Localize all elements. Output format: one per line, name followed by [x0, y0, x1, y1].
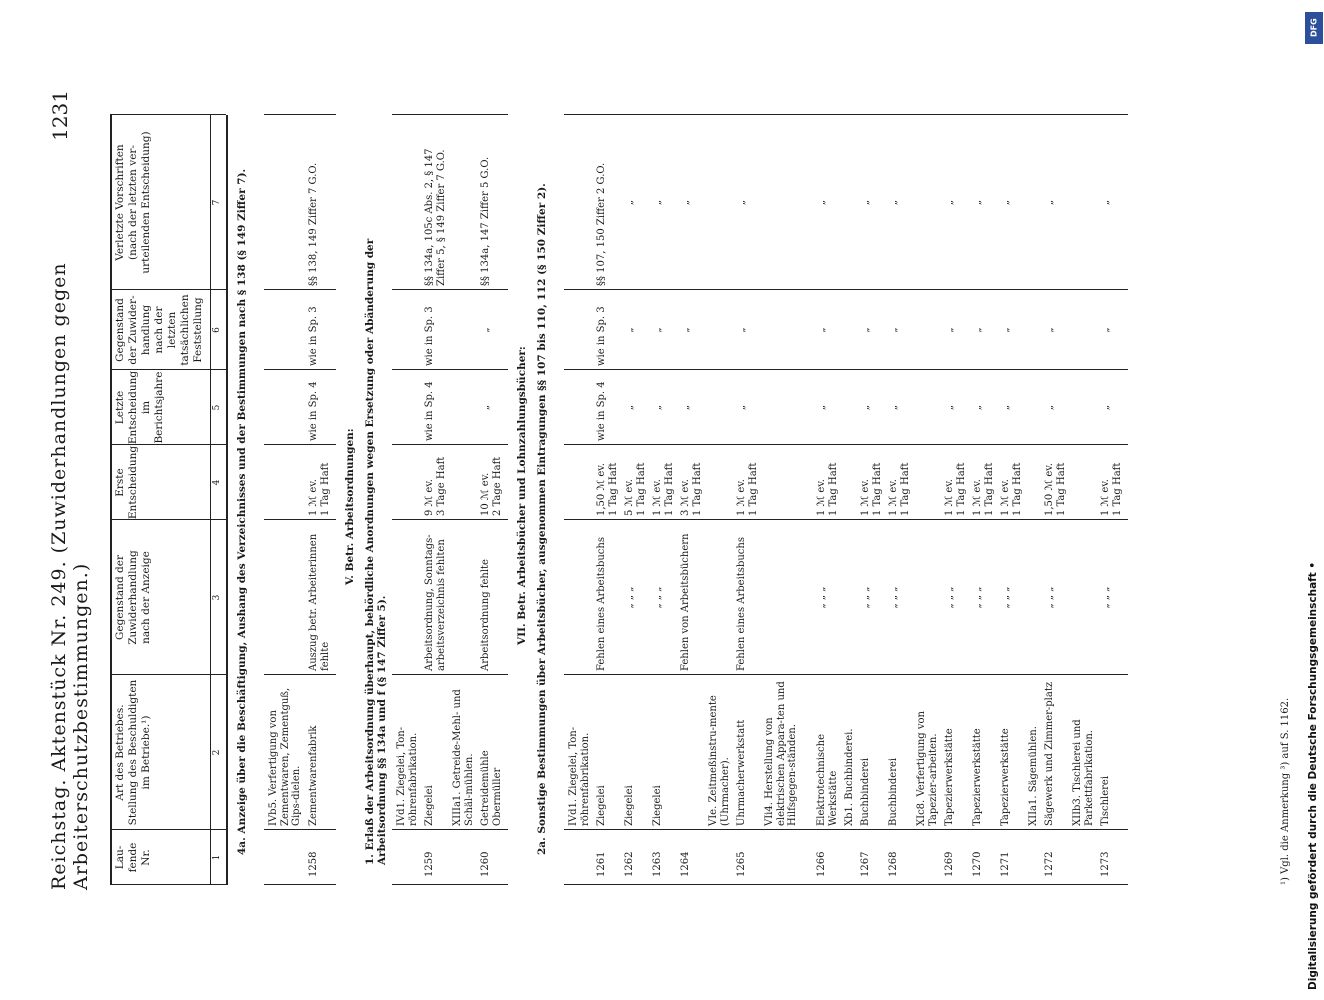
first-decision: 1,50 ℳ ev. 1 Tag Haft	[1044, 462, 1067, 516]
industry-category: IVd1. Ziegelei, Ton-röhrenfabrikation.	[396, 726, 419, 826]
business-type: Sägewerk und Zimmer-platz	[1044, 681, 1055, 826]
established-subject: „	[1100, 327, 1111, 333]
row-number: 1270	[972, 851, 983, 877]
footnote: ¹) Vgl. die Anmerkung ³) auf S. 1162.	[1280, 697, 1291, 885]
violation-subject: „ „ „	[1044, 586, 1055, 609]
last-decision: „	[816, 404, 827, 411]
violation-subject: Fehlen von Arbeitsbüchern	[680, 533, 691, 671]
section-heading-4a: 4a. Anzeige über die Beschäftigung, Aushang des Verzeichnisses und der Bestimmungen nach § 138 (§ 149 Ziffer 7).	[236, 168, 248, 855]
violated-provisions: §§ 107, 150 Ziffer 2 G.O.	[596, 162, 607, 286]
row-number: 1271	[1000, 851, 1011, 877]
column-number: 1	[212, 854, 222, 861]
table-column-rule	[392, 829, 508, 830]
row-number: 1267	[860, 851, 871, 877]
established-subject: „	[944, 327, 955, 333]
violation-subject: „ „ „	[1100, 586, 1111, 609]
violated-provisions: „	[1000, 199, 1011, 206]
industry-category: Xb1. Buchbinderei.	[844, 728, 855, 826]
first-decision: 1 ℳ ev. 1 Tag Haft	[888, 462, 911, 516]
last-decision: „	[652, 404, 663, 411]
table-column-rule	[392, 444, 508, 445]
last-decision: „	[944, 404, 955, 411]
established-subject: „	[736, 327, 747, 333]
established-subject: „	[888, 327, 899, 333]
violation-subject: Arbeitsordnung, Sonntags-arbeitsverzeichnis fehlten	[424, 534, 447, 671]
established-subject: „	[972, 327, 983, 333]
column-header: Gegenstand der Zuwider- handlung nach der letzten tatsächlichen Feststellung	[114, 294, 204, 366]
table-rule-header	[210, 115, 211, 885]
business-type: Tapezierwerkstätte	[944, 728, 955, 826]
first-decision: 1 ℳ ev. 1 Tag Haft	[1100, 462, 1123, 516]
row-number: 1268	[888, 851, 899, 877]
column-number: 4	[212, 479, 222, 486]
first-decision: 5 ℳ ev. 1 Tag Haft	[624, 462, 647, 516]
industry-category: IVd1. Ziegelei, Ton-röhrenfabrikation.	[568, 726, 591, 826]
business-type: Getreidemühle Obermüller	[480, 750, 503, 826]
row-number: 1262	[624, 851, 635, 877]
credit-text: Digitalisierung gefördert durch die Deutsche Forschungsgemeinschaft •	[1307, 561, 1319, 990]
column-number: 2	[212, 749, 222, 756]
column-header: Lau- fende Nr.	[114, 842, 152, 873]
business-type: Tapezierwerkstätte	[972, 728, 983, 826]
table-column-rule	[264, 674, 336, 675]
column-header: Art des Betriebes. Stellung des Beschuldigten im Betriebe.¹)	[114, 679, 152, 826]
industry-category: XIc8. Verfertigung von Tapezier-arbeiten.	[916, 711, 939, 826]
header-title: Reichstag. Aktenstück Nr. 249. (Zuwiderhandlungen gegen Arbeiterschutzbestimmungen.)	[48, 262, 92, 890]
violated-provisions: „	[1044, 199, 1055, 206]
violated-provisions: „	[624, 199, 635, 206]
violation-subject: Fehlen eines Arbeitsbuchs	[596, 537, 607, 671]
table-column-rule	[392, 369, 508, 370]
industry-category: XIIb3. Tischlerei und Parkettfabrikation.	[1072, 719, 1095, 826]
table-column-rule	[392, 289, 508, 290]
table-column-rule	[564, 829, 1128, 830]
violated-provisions: „	[680, 199, 691, 206]
table-rule-top	[110, 115, 112, 885]
section-heading-V: V. Betr. Arbeitsordnungen:	[344, 428, 356, 585]
violation-subject: „ „ „	[860, 586, 871, 609]
table-column-rule	[564, 114, 1128, 115]
first-decision: 1 ℳ ev. 1 Tag Haft	[860, 462, 883, 516]
table-column-rule	[564, 289, 1128, 290]
violated-provisions: „	[972, 199, 983, 206]
first-decision: 1 ℳ ev. 1 Tag Haft	[308, 462, 331, 516]
first-decision: 1 ℳ ev. 1 Tag Haft	[816, 462, 839, 516]
page-number: 1231	[48, 90, 72, 141]
violated-provisions: §§ 138, 149 Ziffer 7 G.O.	[308, 162, 319, 286]
table-column-rule	[264, 829, 336, 830]
business-type: Uhrmacherwerkstatt	[736, 719, 747, 826]
industry-category: IVb5. Verfertigung von Zementwaren, Zementguß, Gips-dielen.	[268, 687, 302, 826]
table-column-rule	[264, 369, 336, 370]
established-subject: „	[1000, 327, 1011, 333]
row-number: 1258	[308, 851, 319, 877]
established-subject: „	[816, 327, 827, 333]
business-type: Tischlerei	[1100, 775, 1111, 826]
dfg-credit	[1305, 10, 1323, 990]
established-subject: wie in Sp. 3	[596, 306, 607, 366]
row-number: 1264	[680, 851, 691, 877]
table-column-rule	[264, 114, 336, 115]
violation-subject: „ „ „	[972, 586, 983, 609]
first-decision: 1 ℳ ev. 1 Tag Haft	[736, 462, 759, 516]
column-header: Gegenstand der Zuwiderhandlung nach der Anzeige	[114, 550, 152, 645]
row-number: 1266	[816, 851, 827, 877]
first-decision: 3 ℳ ev. 1 Tag Haft	[680, 462, 703, 516]
violation-subject: „ „ „	[1000, 586, 1011, 609]
row-number: 1272	[1044, 851, 1055, 877]
table-column-rule	[564, 444, 1128, 445]
table-column-rule	[564, 519, 1128, 520]
table-column-rule	[264, 884, 336, 885]
first-decision: 1 ℳ ev. 1 Tag Haft	[652, 462, 675, 516]
established-subject: „	[860, 327, 871, 333]
violated-provisions: „	[736, 199, 747, 206]
last-decision: „	[972, 404, 983, 411]
row-number: 1259	[424, 851, 435, 877]
business-type: Ziegelei	[624, 785, 635, 826]
column-header: Erste Entscheidung	[114, 445, 139, 520]
established-subject: „	[652, 327, 663, 333]
industry-category: XIIa1. Sägemühlen.	[1028, 726, 1039, 826]
dfg-logo: DFG	[1305, 12, 1323, 44]
column-header: Letzte Entscheidung im Berichtsjahre	[114, 370, 165, 445]
section-heading-1: 1. Erlaß der Arbeitsordnung überhaupt, behördliche Anordnungen wegen Ersetzung oder Abänderung der Arbeitsordnung §§ 134a und f (§ 147 Ziffer 5).	[364, 238, 388, 865]
business-type: Zementwarenfabrik	[308, 725, 319, 826]
row-number: 1261	[596, 851, 607, 877]
last-decision: „	[1044, 404, 1055, 411]
running-header	[40, 90, 92, 890]
table-column-rule	[564, 674, 1128, 675]
column-number: 6	[212, 327, 222, 333]
first-decision: 1 ℳ ev. 1 Tag Haft	[944, 462, 967, 516]
industry-category: VIi4. Herstellung von elektrischen Appara-ten und Hilfsgegen-ständen.	[764, 681, 798, 826]
first-decision: 10 ℳ ev. 2 Tage Haft	[480, 456, 503, 516]
row-number: 1269	[944, 851, 955, 877]
first-decision: 1 ℳ ev. 1 Tag Haft	[972, 462, 995, 516]
column-number: 5	[212, 404, 222, 411]
table-column-rule	[264, 444, 336, 445]
business-type: Tapezierwerkstätte	[1000, 728, 1011, 826]
table-rule-colnums	[226, 115, 228, 885]
first-decision: 1 ℳ ev. 1 Tag Haft	[1000, 462, 1023, 516]
last-decision: „	[680, 404, 691, 411]
column-number: 7	[212, 199, 222, 206]
industry-category: VIe. Zeitmeßinstru-mente (Uhrmacher).	[708, 695, 731, 826]
last-decision: wie in Sp. 4	[424, 381, 435, 441]
section-heading-VII: VII. Betr. Arbeitsbücher und Lohnzahlungsbücher:	[516, 346, 528, 645]
violation-subject: „ „ „	[944, 586, 955, 609]
violated-provisions: „	[652, 199, 663, 206]
last-decision: „	[480, 404, 491, 411]
violation-subject: „ „ „	[816, 586, 827, 609]
violated-provisions: §§ 134a, 105c Abs. 2, § 147 Ziffer 5, § 149 Ziffer 7 G.O.	[424, 148, 447, 286]
business-type: Elektrotechnische Werkstätte	[816, 733, 839, 826]
business-type: Buchbinderei	[860, 757, 871, 826]
last-decision: „	[860, 404, 871, 411]
violated-provisions: „	[1100, 199, 1111, 206]
table-column-rule	[392, 884, 508, 885]
business-type: Ziegelei	[652, 785, 663, 826]
violated-provisions: §§ 134a, 147 Ziffer 5 G.O.	[480, 156, 491, 286]
established-subject: „	[480, 327, 491, 333]
table-column-rule	[264, 289, 336, 290]
violated-provisions: „	[816, 199, 827, 206]
industry-category: XIIIa1. Getreide-Mehl- und Schäl-mühlen.	[452, 689, 475, 826]
row-number: 1263	[652, 851, 663, 877]
column-number: 3	[212, 594, 222, 601]
violation-subject: „ „ „	[888, 586, 899, 609]
violation-subject: „ „ „	[624, 586, 635, 609]
row-number: 1265	[736, 851, 747, 877]
violation-subject: Auszug betr. Arbeiterinnen fehlte	[308, 533, 331, 671]
established-subject: wie in Sp. 3	[308, 306, 319, 366]
violated-provisions: „	[860, 199, 871, 206]
last-decision: wie in Sp. 4	[308, 381, 319, 441]
table-column-rule	[392, 519, 508, 520]
established-subject: „	[624, 327, 635, 333]
established-subject: „	[1044, 327, 1055, 333]
first-decision: 1,50 ℳ ev. 1 Tag Haft	[596, 462, 619, 516]
violated-provisions: „	[944, 199, 955, 206]
first-decision: 9 ℳ ev. 3 Tage Haft	[424, 456, 447, 516]
violation-subject: Fehlen eines Arbeitsbuchs	[736, 537, 747, 671]
last-decision: „	[888, 404, 899, 411]
table-column-rule	[564, 369, 1128, 370]
table-column-rule	[264, 519, 336, 520]
violation-subject: „ „ „	[652, 586, 663, 609]
business-type: Ziegelei	[424, 785, 435, 826]
table-column-rule	[392, 114, 508, 115]
section-heading-2a: 2a. Sonstige Bestimmungen über Arbeitsbücher, ausgenommen Eintragungen §§ 107 bis 110, 112 (§ 150 Ziffer 2).	[536, 183, 548, 855]
last-decision: „	[1100, 404, 1111, 411]
business-type: Ziegelei	[596, 785, 607, 826]
table-column-rule	[392, 674, 508, 675]
last-decision: „	[624, 404, 635, 411]
violation-subject: Arbeitsordnung fehlte	[480, 559, 491, 671]
last-decision: wie in Sp. 4	[596, 381, 607, 441]
last-decision: „	[1000, 404, 1011, 411]
column-header: Verletzte Vorschriften (nach der letzten ver- urteilenden Entscheidung)	[114, 131, 152, 274]
established-subject: „	[680, 327, 691, 333]
row-number: 1273	[1100, 851, 1111, 877]
business-type: Buchbinderei	[888, 757, 899, 826]
established-subject: wie in Sp. 3	[424, 306, 435, 366]
row-number: 1260	[480, 851, 491, 877]
last-decision: „	[736, 404, 747, 411]
violated-provisions: „	[888, 199, 899, 206]
table-column-rule	[564, 884, 1128, 885]
